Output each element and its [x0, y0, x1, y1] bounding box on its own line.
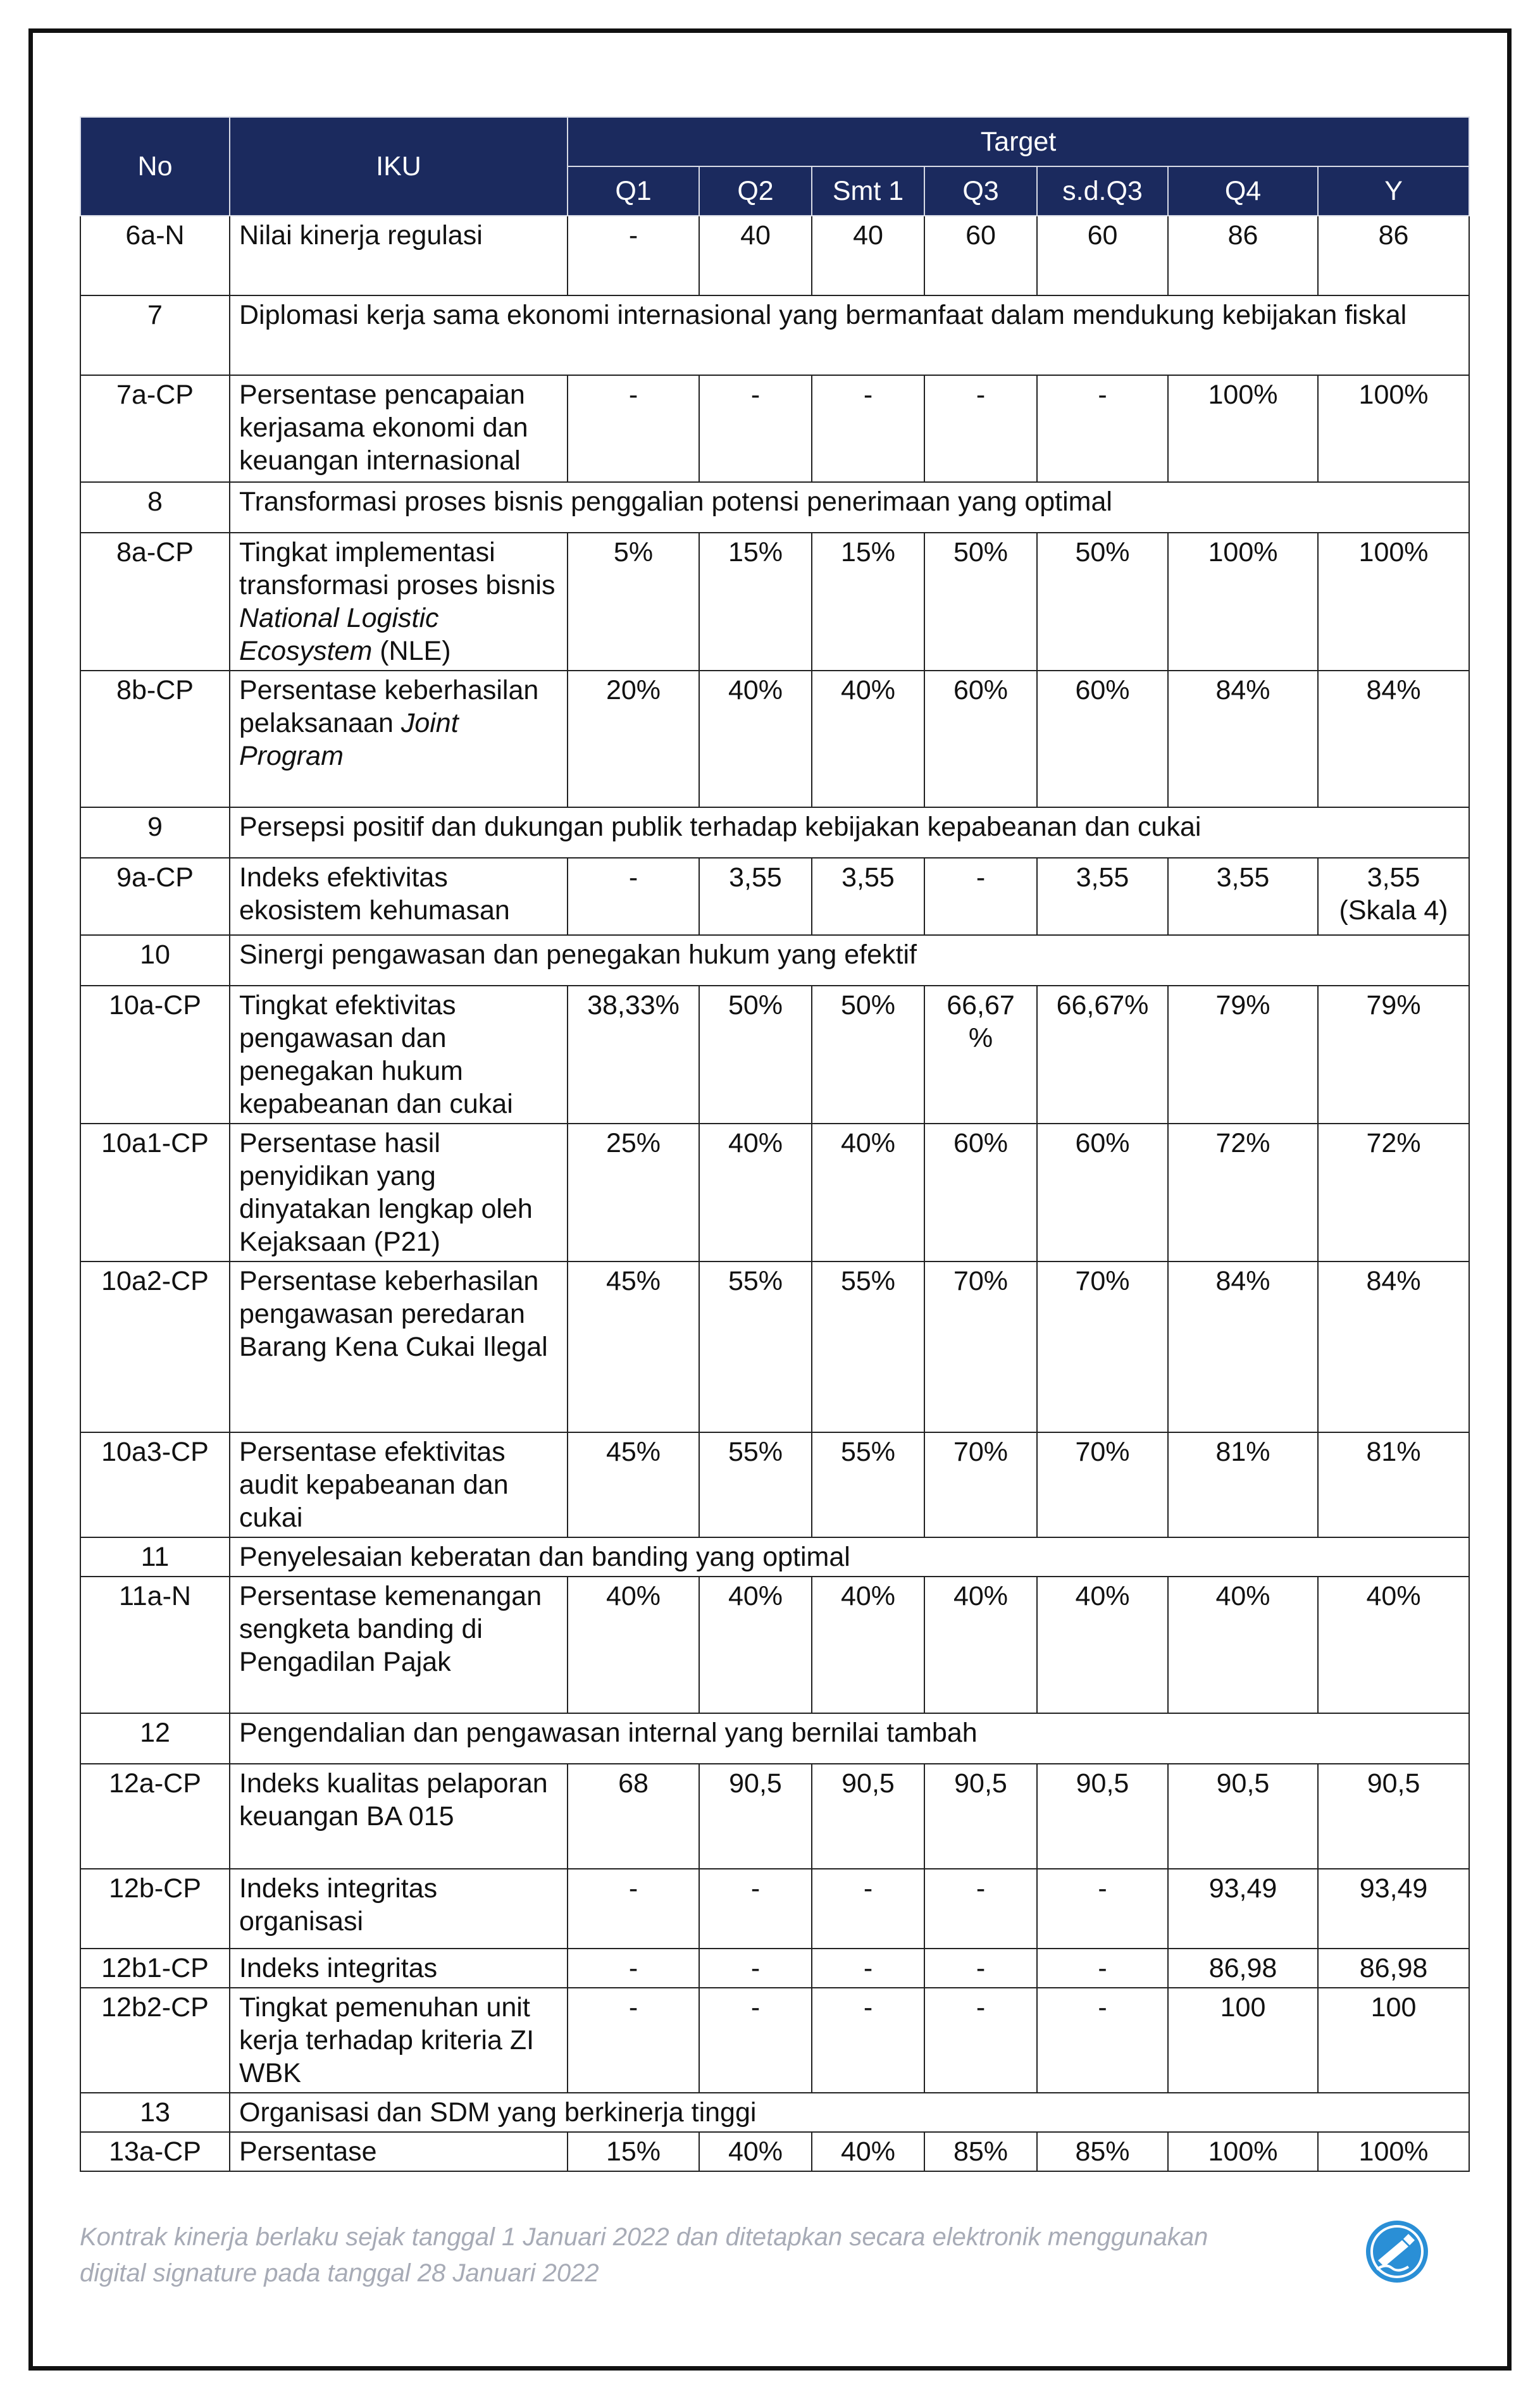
target-value-text: 86,98: [1208, 1953, 1277, 1983]
header-no: No: [80, 117, 230, 216]
row-number: 9: [80, 807, 230, 858]
target-value-note: (Skala 4): [1339, 895, 1448, 926]
target-value: [1037, 1124, 1168, 1261]
target-value: [812, 216, 924, 295]
header-period: Y: [1318, 166, 1469, 216]
target-value-text: 90,5: [729, 1768, 782, 1799]
target-value: [924, 1949, 1037, 1988]
header-period: Q3: [924, 166, 1037, 216]
target-value: [1037, 533, 1168, 671]
table-row: [80, 858, 1469, 935]
target-value: [1318, 1124, 1469, 1261]
target-value-text: -: [976, 862, 986, 893]
target-value: [812, 858, 924, 935]
target-value-text: 81%: [1366, 1437, 1421, 1467]
target-value-text: 40%: [728, 675, 783, 705]
target-value-text: 40%: [840, 675, 896, 705]
target-value: [699, 375, 812, 482]
row-number: 8a-CP: [80, 533, 230, 671]
row-number: 9a-CP: [80, 858, 230, 935]
iku-name: Nilai kinerja regulasi: [230, 216, 568, 295]
footer-line-1: Kontrak kinerja berlaku sejak tanggal 1 Januari 2022 dan ditetapkan secara elektronik menggunakan: [80, 2223, 1208, 2251]
target-value: [568, 1124, 699, 1261]
iku-name-italic: National Logistic Ecosystem: [239, 603, 439, 666]
target-value-text: -: [863, 380, 873, 410]
row-number: 12b-CP: [80, 1869, 230, 1949]
target-value: [1037, 1869, 1168, 1949]
target-value-text: -: [976, 1992, 986, 2023]
target-value-text: 15%: [840, 537, 896, 567]
target-value: [1168, 1869, 1318, 1949]
target-value: [699, 1261, 812, 1432]
header-period: s.d.Q3: [1037, 166, 1168, 216]
target-value-text: 40%: [840, 1128, 896, 1158]
target-value: [568, 1949, 699, 1988]
target-value-text: 40%: [605, 1581, 661, 1611]
target-value: [1318, 858, 1469, 935]
target-value-text: 90,5: [1367, 1768, 1420, 1799]
target-value-text: 84%: [1215, 675, 1270, 705]
target-value-text: 100%: [1208, 537, 1278, 567]
target-value-text: 60%: [953, 1128, 1009, 1158]
target-value-text: 20%: [605, 675, 661, 705]
target-value-text: -: [976, 1953, 986, 1983]
target-value: [1318, 533, 1469, 671]
target-value-text: -: [1098, 1953, 1107, 1983]
target-value: [812, 1949, 924, 1988]
target-value-text: 55%: [728, 1266, 783, 1296]
target-value-text: 90,5: [841, 1768, 895, 1799]
target-value-text: -: [628, 862, 638, 893]
target-value-text: 70%: [1075, 1266, 1130, 1296]
target-value-text: 100%: [1358, 380, 1429, 410]
target-value-text: 5%: [613, 537, 654, 567]
target-value: [568, 375, 699, 482]
target-value: [699, 671, 812, 807]
target-value: [699, 1432, 812, 1537]
target-value: [924, 2132, 1037, 2171]
target-value-text: 93,49: [1359, 1873, 1428, 1904]
target-value-text: 3,55: [1216, 862, 1270, 893]
target-value: [1168, 671, 1318, 807]
target-value: [1168, 216, 1318, 295]
iku-name-italic: Joint Program: [239, 708, 459, 771]
target-value-text: 72%: [1215, 1128, 1270, 1158]
target-value: [812, 1577, 924, 1713]
target-value-text: 81%: [1215, 1437, 1270, 1467]
target-value-text: -: [1098, 1873, 1107, 1904]
target-value: [812, 375, 924, 482]
header-period: Q1: [568, 166, 699, 216]
target-value-text: 50%: [840, 990, 896, 1020]
target-value: [924, 671, 1037, 807]
table-row: [80, 375, 1469, 482]
table-row: [80, 986, 1469, 1124]
target-value: [924, 1261, 1037, 1432]
target-value-text: 100: [1220, 1992, 1266, 2023]
target-value-text: 40%: [1215, 1581, 1270, 1611]
target-value-text: 79%: [1366, 990, 1421, 1020]
target-value-text: 3,55: [841, 862, 895, 893]
target-value-text: 86: [1227, 220, 1258, 251]
target-value-text: 100%: [1358, 2136, 1429, 2167]
target-value: [812, 2132, 924, 2171]
row-number: 12a-CP: [80, 1764, 230, 1869]
target-value-text: 40%: [840, 1581, 896, 1611]
target-value: [1037, 1577, 1168, 1713]
target-value: [924, 858, 1037, 935]
iku-name: Tingkat pemenuhan unit kerja terhadap kriteria ZI WBK: [230, 1988, 568, 2093]
row-number: 7a-CP: [80, 375, 230, 482]
target-value: [924, 986, 1037, 1124]
target-value-text: 66,67%: [1056, 990, 1149, 1020]
target-value-text: 50%: [1075, 537, 1130, 567]
target-value-text: 40%: [728, 1128, 783, 1158]
iku-name-text: Tingkat implementasi transformasi proses bisnis: [239, 537, 556, 600]
row-number: 10: [80, 935, 230, 986]
target-value: [1168, 1577, 1318, 1713]
header-period: Smt 1: [812, 166, 924, 216]
table-row: [80, 1124, 1469, 1261]
target-value-text: 100: [1370, 1992, 1417, 2023]
target-value-text: 100%: [1358, 537, 1429, 567]
row-number: 10a2-CP: [80, 1261, 230, 1432]
iku-name: Indeks efektivitas ekosistem kehumasan: [230, 858, 568, 935]
iku-name-suffix: (NLE): [372, 636, 451, 666]
target-value-text: 40%: [1366, 1581, 1421, 1611]
target-value: [812, 533, 924, 671]
target-value-text: 84%: [1366, 1266, 1421, 1296]
target-value: [1037, 671, 1168, 807]
table-row: [80, 1261, 1469, 1432]
target-value-text: 70%: [953, 1437, 1009, 1467]
target-value: [699, 1869, 812, 1949]
target-value: [1318, 375, 1469, 482]
group-row: [80, 935, 1469, 986]
target-value: [1318, 671, 1469, 807]
target-value: [812, 1764, 924, 1869]
target-value: [699, 1988, 812, 2093]
target-value: [1037, 1432, 1168, 1537]
target-value-text: -: [628, 1873, 638, 1904]
iku-name: Tingkat efektivitas pengawasan dan penegakan hukum kepabeanan dan cukai: [230, 986, 568, 1124]
target-value-text: 86: [1378, 220, 1409, 251]
target-value-text: 40: [853, 220, 883, 251]
target-value: [1168, 2132, 1318, 2171]
target-value: [1037, 375, 1168, 482]
target-value: [1318, 1261, 1469, 1432]
target-value: [1318, 1577, 1469, 1713]
target-value-text: 50%: [728, 990, 783, 1020]
target-value-text: 60%: [953, 675, 1009, 705]
target-value: [699, 1949, 812, 1988]
row-number: 10a-CP: [80, 986, 230, 1124]
target-value: [568, 986, 699, 1124]
target-value: [568, 533, 699, 671]
group-title: Diplomasi kerja sama ekonomi internasional yang bermanfaat dalam mendukung kebijakan fiskal: [230, 295, 1469, 375]
target-value: [1168, 858, 1318, 935]
group-row: [80, 295, 1469, 375]
target-value-text: 93,49: [1208, 1873, 1277, 1904]
target-value: [812, 986, 924, 1124]
target-value: [1037, 858, 1168, 935]
iku-name: Indeks kualitas pelaporan keuangan BA 015: [230, 1764, 568, 1869]
target-value-text: 100%: [1208, 380, 1278, 410]
target-value: [924, 375, 1037, 482]
target-value: [568, 1261, 699, 1432]
group-row: [80, 1713, 1469, 1764]
target-value: [699, 986, 812, 1124]
iku-name: [230, 533, 568, 671]
target-value: [1318, 1432, 1469, 1537]
target-value: [1168, 533, 1318, 671]
header-period: Q4: [1168, 166, 1318, 216]
target-value-text: -: [628, 220, 638, 251]
group-title: Organisasi dan SDM yang berkinerja tinggi: [230, 2093, 1469, 2132]
row-number: 11a-N: [80, 1577, 230, 1713]
row-number: 6a-N: [80, 216, 230, 295]
target-value: [568, 671, 699, 807]
target-value: [699, 216, 812, 295]
target-value: [1318, 1869, 1469, 1949]
target-value-text: 70%: [1075, 1437, 1130, 1467]
target-value: [568, 1988, 699, 2093]
footer-line-2: digital signature pada tanggal 28 Januari 2022: [80, 2259, 599, 2287]
target-value-text: 40%: [953, 1581, 1009, 1611]
target-value-text: 60%: [1075, 675, 1130, 705]
target-value-text: 66,67 %: [947, 990, 1015, 1053]
target-value-text: -: [1098, 380, 1107, 410]
target-value-text: -: [863, 1953, 873, 1983]
target-value-text: 55%: [840, 1266, 896, 1296]
row-number: 12b1-CP: [80, 1949, 230, 1988]
target-value-text: 3,55: [1367, 862, 1420, 893]
target-value-text: 85%: [953, 2136, 1009, 2167]
table-row: [80, 533, 1469, 671]
target-value-text: 45%: [605, 1437, 661, 1467]
header-iku: IKU: [230, 117, 568, 216]
group-title: Penyelesaian keberatan dan banding yang optimal: [230, 1537, 1469, 1577]
footer-note: [80, 2219, 1345, 2291]
target-value-text: -: [750, 1992, 761, 2023]
table-row: [80, 1949, 1469, 1988]
row-number: 13: [80, 2093, 230, 2132]
target-value: [1168, 1124, 1318, 1261]
group-title: Sinergi pengawasan dan penegakan hukum yang efektif: [230, 935, 1469, 986]
target-value-text: 38,33%: [587, 990, 680, 1020]
target-value-text: 79%: [1215, 990, 1270, 1020]
row-number: 10a1-CP: [80, 1124, 230, 1261]
group-row: [80, 807, 1469, 858]
row-number: 11: [80, 1537, 230, 1577]
iku-name: Persentase pencapaian kerjasama ekonomi dan keuangan internasional: [230, 375, 568, 482]
target-value-text: 90,5: [1216, 1768, 1270, 1799]
target-value: [1318, 216, 1469, 295]
target-value-text: -: [976, 380, 986, 410]
target-value-text: 72%: [1366, 1128, 1421, 1158]
row-number: 8b-CP: [80, 671, 230, 807]
target-value: [812, 1988, 924, 2093]
target-value-text: 3,55: [729, 862, 782, 893]
iku-name-text: Persentase keberhasilan pelaksanaan: [239, 675, 539, 738]
target-value-text: -: [628, 1953, 638, 1983]
target-value-text: -: [750, 380, 761, 410]
target-value: [1168, 1261, 1318, 1432]
iku-name: Persentase kemenangan sengketa banding di Pengadilan Pajak: [230, 1577, 568, 1713]
target-value: [924, 216, 1037, 295]
target-value-text: -: [750, 1953, 761, 1983]
target-value-text: 68: [618, 1768, 649, 1799]
target-value-text: 60: [966, 220, 996, 251]
target-value: [924, 533, 1037, 671]
target-value: [812, 1261, 924, 1432]
target-value-text: -: [628, 380, 638, 410]
target-value: [568, 1577, 699, 1713]
row-number: 7: [80, 295, 230, 375]
target-value: [1318, 1764, 1469, 1869]
target-value: [699, 533, 812, 671]
target-value: [924, 1764, 1037, 1869]
target-value: [1168, 1949, 1318, 1988]
target-value-text: 84%: [1215, 1266, 1270, 1296]
target-value-text: 90,5: [954, 1768, 1007, 1799]
target-value-text: -: [1098, 1992, 1107, 2023]
target-value-text: 25%: [605, 1128, 661, 1158]
target-value-text: 40%: [728, 1581, 783, 1611]
row-number: 12: [80, 1713, 230, 1764]
target-value: [699, 2132, 812, 2171]
group-row: [80, 1537, 1469, 1577]
iku-name: Persentase hasil penyidikan yang dinyatakan lengkap oleh Kejaksaan (P21): [230, 1124, 568, 1261]
target-value: [812, 1432, 924, 1537]
table-row: [80, 1432, 1469, 1537]
target-value: [1037, 2132, 1168, 2171]
target-value: [812, 1869, 924, 1949]
row-number: 10a3-CP: [80, 1432, 230, 1537]
target-value: [1168, 375, 1318, 482]
target-value-text: 86,98: [1359, 1953, 1428, 1983]
kpi-target-table: [80, 116, 1470, 2172]
table-row: [80, 1869, 1469, 1949]
target-value: [812, 671, 924, 807]
target-value: [1318, 1949, 1469, 1988]
group-title: Pengendalian dan pengawasan internal yang bernilai tambah: [230, 1713, 1469, 1764]
target-value: [812, 1124, 924, 1261]
target-value-text: 60%: [1075, 1128, 1130, 1158]
target-value-text: 40%: [728, 2136, 783, 2167]
target-value-text: 45%: [605, 1266, 661, 1296]
target-value: [699, 1577, 812, 1713]
target-value-text: 40: [740, 220, 771, 251]
target-value: [1318, 1988, 1469, 2093]
group-row: [80, 2093, 1469, 2132]
target-value-text: 55%: [840, 1437, 896, 1467]
iku-name: Persentase keberhasilan pengawasan peredaran Barang Kena Cukai Ilegal: [230, 1261, 568, 1432]
iku-name: [230, 671, 568, 807]
target-value-text: 15%: [728, 537, 783, 567]
target-value: [699, 1764, 812, 1869]
table-row: [80, 216, 1469, 295]
target-value: [568, 216, 699, 295]
target-value: [699, 858, 812, 935]
row-number: 13a-CP: [80, 2132, 230, 2171]
group-title: Transformasi proses bisnis penggalian potensi penerimaan yang optimal: [230, 482, 1469, 533]
target-value: [1037, 986, 1168, 1124]
target-value-text: -: [863, 1873, 873, 1904]
target-value: [568, 1869, 699, 1949]
group-row: [80, 482, 1469, 533]
target-value-text: 50%: [953, 537, 1009, 567]
iku-name: Indeks integritas: [230, 1949, 568, 1988]
table-row: [80, 671, 1469, 807]
target-value-text: -: [863, 1992, 873, 2023]
pen-signature-icon: [1364, 2219, 1430, 2284]
target-value: [1168, 1764, 1318, 1869]
target-value: [1037, 216, 1168, 295]
target-value-text: 100%: [1208, 2136, 1278, 2167]
target-value-text: 90,5: [1076, 1768, 1129, 1799]
target-value-text: 85%: [1075, 2136, 1130, 2167]
target-value: [924, 1124, 1037, 1261]
target-value: [1037, 1764, 1168, 1869]
target-value: [924, 1432, 1037, 1537]
target-value-text: 40%: [840, 2136, 896, 2167]
target-value: [1037, 1261, 1168, 1432]
target-value-text: -: [976, 1873, 986, 1904]
target-value-text: 55%: [728, 1437, 783, 1467]
target-value: [1037, 1949, 1168, 1988]
group-title: Persepsi positif dan dukungan publik terhadap kebijakan kepabeanan dan cukai: [230, 807, 1469, 858]
target-value-text: 70%: [953, 1266, 1009, 1296]
target-value: [1318, 986, 1469, 1124]
target-value: [1168, 986, 1318, 1124]
row-number: 12b2-CP: [80, 1988, 230, 2093]
header-period: Q2: [699, 166, 812, 216]
target-value: [1037, 1988, 1168, 2093]
target-value-text: 15%: [605, 2136, 661, 2167]
target-value-text: 40%: [1075, 1581, 1130, 1611]
target-value-text: -: [628, 1992, 638, 2023]
target-value-text: 60: [1087, 220, 1118, 251]
target-value: [924, 1869, 1037, 1949]
table-row: [80, 1577, 1469, 1713]
target-value: [568, 1764, 699, 1869]
target-value-text: 3,55: [1076, 862, 1129, 893]
iku-name: Persentase efektivitas audit kepabeanan dan cukai: [230, 1432, 568, 1537]
target-value-text: 84%: [1366, 675, 1421, 705]
target-value: [924, 1577, 1037, 1713]
target-value: [568, 1432, 699, 1537]
table-row: [80, 1988, 1469, 2093]
target-value: [924, 1988, 1037, 2093]
target-value: [1168, 1988, 1318, 2093]
target-value: [568, 858, 699, 935]
target-value: [1168, 1432, 1318, 1537]
table-row: [80, 2132, 1469, 2171]
target-value: [699, 1124, 812, 1261]
iku-name: Persentase: [230, 2132, 568, 2171]
iku-name: Indeks integritas organisasi: [230, 1869, 568, 1949]
row-number: 8: [80, 482, 230, 533]
target-value-text: -: [750, 1873, 761, 1904]
target-value: [1318, 2132, 1469, 2171]
target-value: [568, 2132, 699, 2171]
header-target: Target: [568, 117, 1469, 166]
table-row: [80, 1764, 1469, 1869]
